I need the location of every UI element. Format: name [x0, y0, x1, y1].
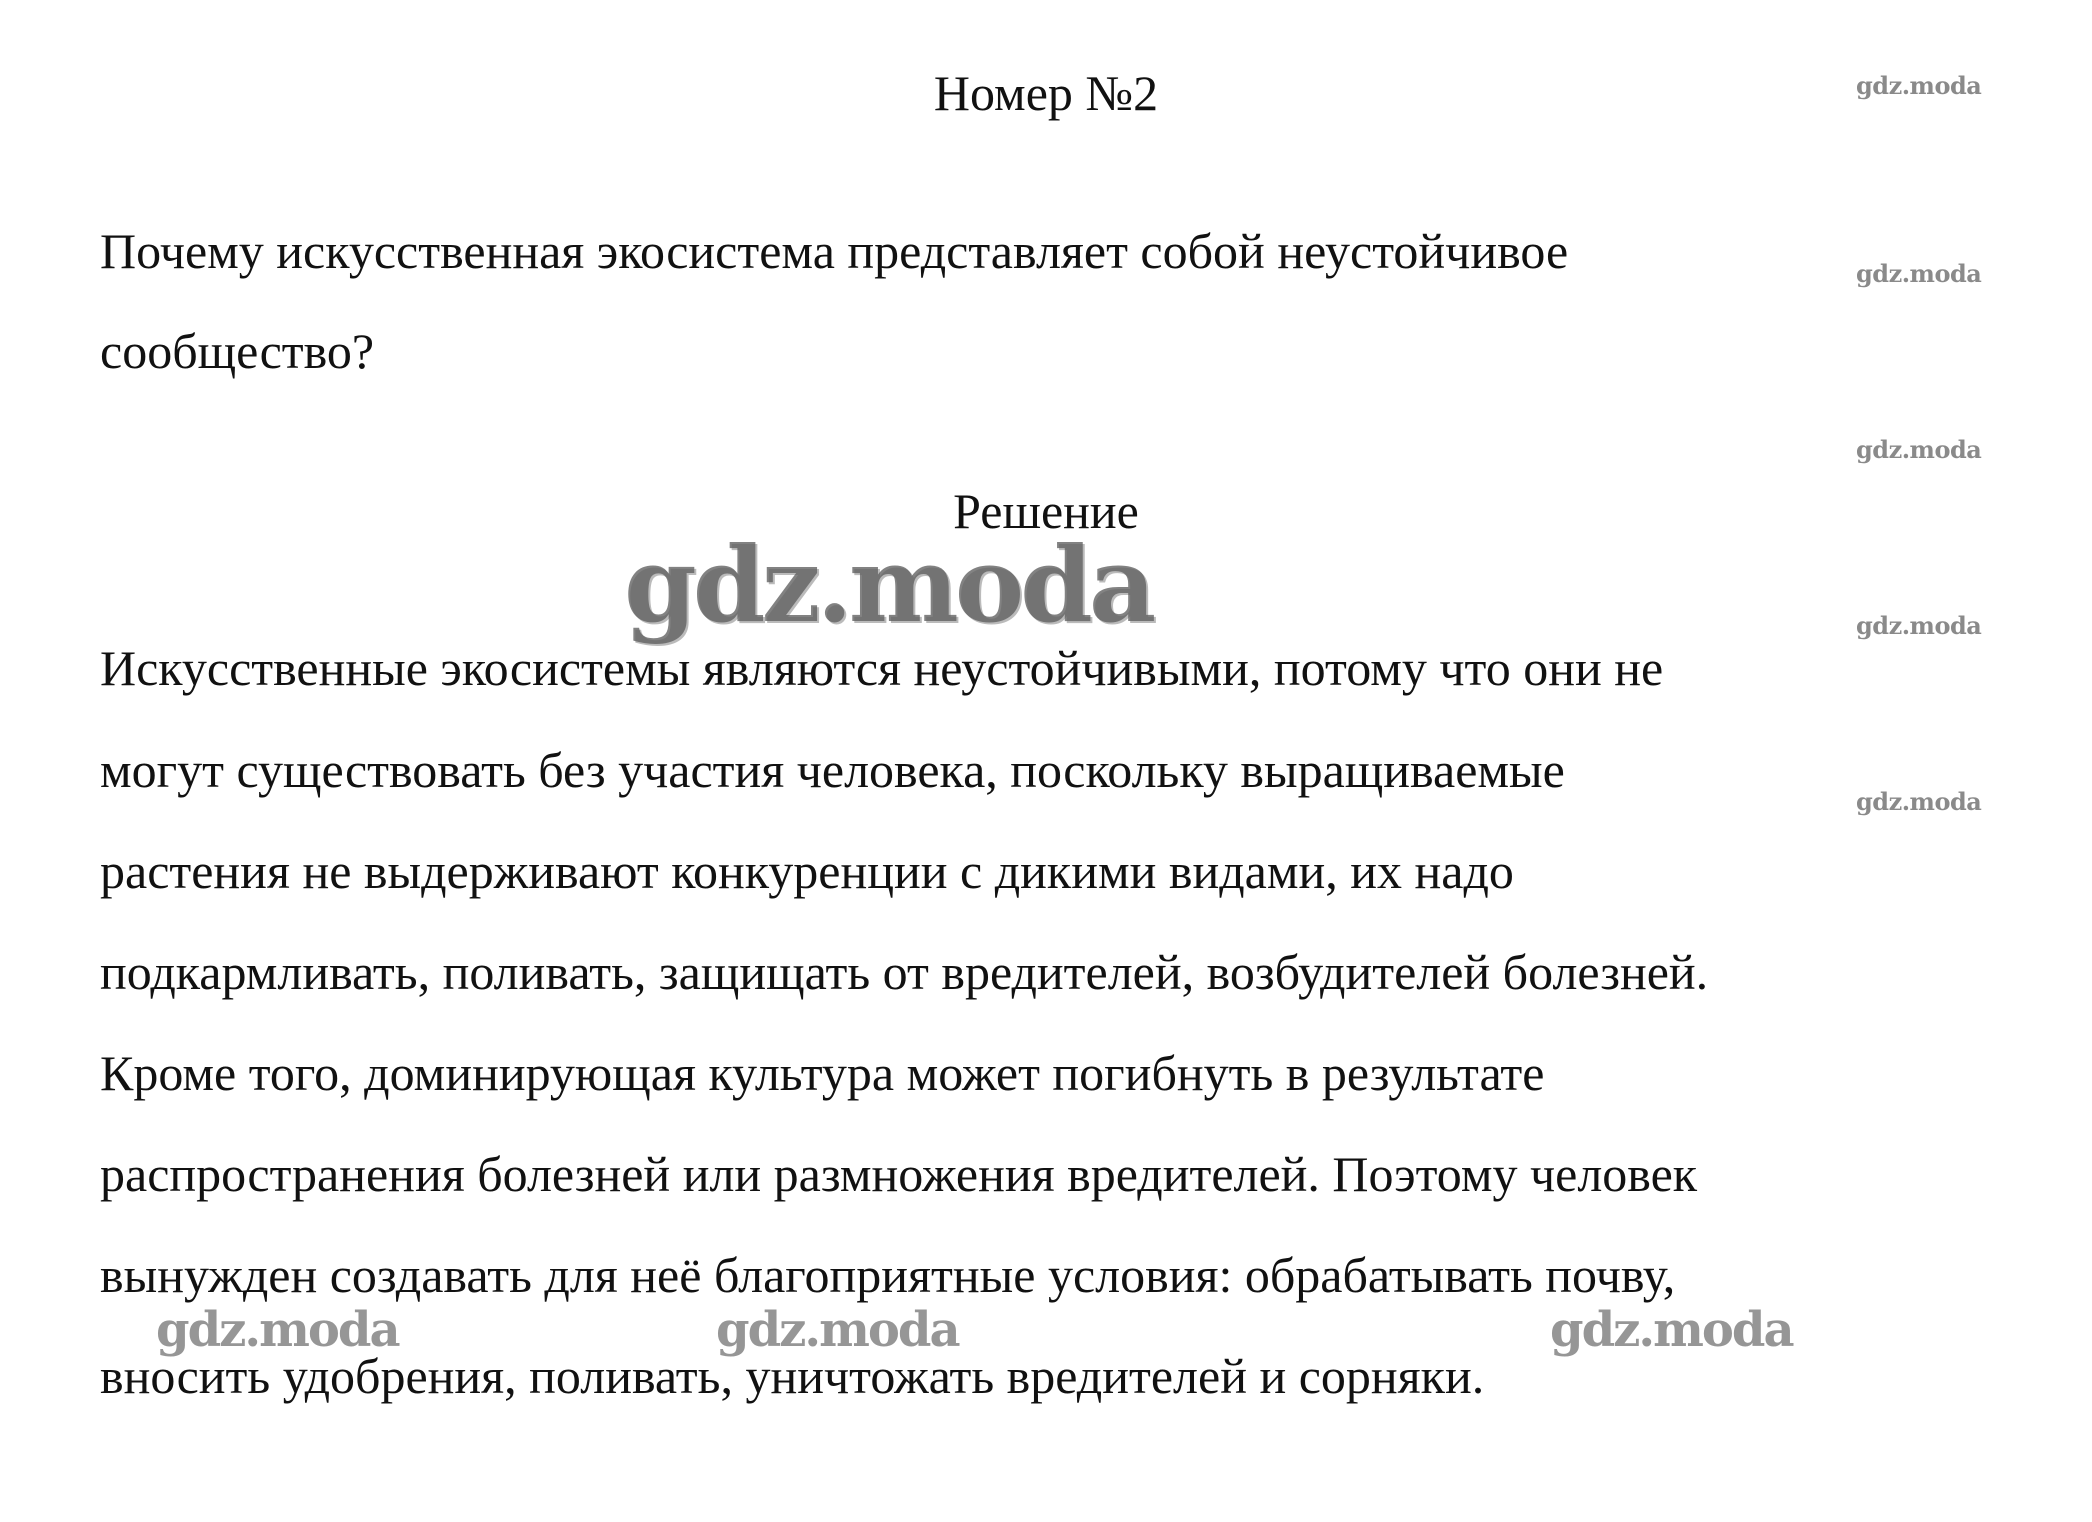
- solution-line: вынужден создавать для неё благоприятные условия: обрабатывать почву,: [100, 1247, 1676, 1303]
- watermark-side: gdz.moda: [1856, 259, 1982, 288]
- watermark-side: gdz.moda: [1856, 71, 1982, 100]
- solution-line: Искусственные экосистемы являются неустойчивыми, потому что они не: [100, 640, 1664, 696]
- solution-line: могут существовать без участия человека, поскольку выращиваемые: [100, 742, 1565, 798]
- watermark-side: gdz.moda: [1856, 611, 1982, 640]
- watermark-bottom: gdz.moda: [156, 1302, 399, 1358]
- solution-line: распространения болезней или размножения вредителей. Поэтому человек: [100, 1146, 1698, 1202]
- solution-line: подкармливать, поливать, защищать от вредителей, возбудителей болезней.: [100, 944, 1709, 1000]
- page-title: Номер №2: [933, 65, 1159, 121]
- watermark-side: gdz.moda: [1856, 787, 1982, 816]
- solution-line: вносить удобрения, поливать, уничтожать вредителей и сорняки.: [100, 1348, 1485, 1404]
- watermark-large: gdz.moda: [624, 523, 1153, 646]
- question-line: Почему искусственная экосистема представляет собой неустойчивое: [100, 223, 1569, 279]
- watermark-bottom: gdz.moda: [1550, 1302, 1793, 1358]
- solution-heading: Решение: [953, 483, 1139, 539]
- solution-line: растения не выдерживают конкуренции с дикими видами, их надо: [100, 843, 1514, 899]
- question-line: сообщество?: [100, 323, 375, 379]
- watermark-bottom: gdz.moda: [716, 1302, 959, 1358]
- solution-line: Кроме того, доминирующая культура может погибнуть в результате: [100, 1045, 1545, 1101]
- watermark-side: gdz.moda: [1856, 435, 1982, 464]
